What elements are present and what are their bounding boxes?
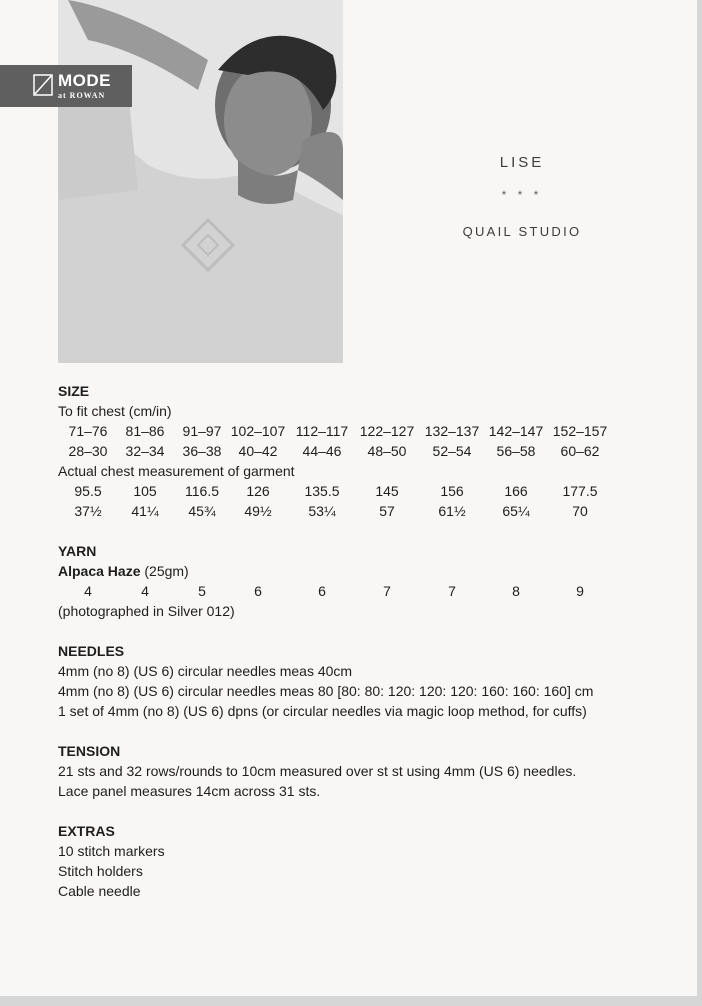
model-photo-illustration: [58, 0, 343, 363]
yarn-weight: (25gm): [140, 563, 189, 579]
size-cell: 56–58: [496, 443, 536, 459]
size-cell: 36–38: [182, 443, 222, 459]
pattern-details: [58, 381, 678, 901]
size-cell: 49½: [244, 503, 272, 519]
yarn-quantity-row: [58, 581, 678, 601]
size-cell: 48–50: [367, 443, 407, 459]
size-cell: 102–107: [230, 423, 286, 439]
yarn-note: (photographed in Silver 012): [58, 603, 235, 619]
size-cell: 116.5: [185, 483, 219, 499]
designer-name: QUAIL STUDIO: [462, 224, 582, 239]
logo-subtext: at ROWAN: [58, 91, 106, 100]
tension-line: 21 sts and 32 rows/rounds to 10cm measured over st st using 4mm (US 6) needles.: [58, 763, 577, 779]
yarn-quantity-cell: 6: [254, 583, 262, 599]
yarn-quantity-cell: 5: [198, 583, 206, 599]
size-cell: 145: [375, 483, 399, 499]
yarn-quantity-cell: 4: [84, 583, 92, 599]
size-cell: 135.5: [304, 483, 340, 499]
yarn-quantity-cell: 6: [318, 583, 326, 599]
actual-in-row: [58, 501, 678, 521]
size-cell: 61½: [438, 503, 466, 519]
tension-heading: TENSION: [58, 743, 121, 759]
yarn-quantity-cell: 7: [448, 583, 456, 599]
size-cell: 112–117: [295, 423, 349, 439]
size-cell: 156: [440, 483, 464, 499]
yarn-name-line: [58, 561, 678, 581]
needles-heading: NEEDLES: [58, 643, 125, 659]
extras-line: 10 stitch markers: [58, 843, 165, 859]
size-cell: 152–157: [552, 423, 608, 439]
extras-line: Cable needle: [58, 883, 141, 899]
size-cell: 71–76: [68, 423, 108, 439]
size-cell: 132–137: [424, 423, 480, 439]
tension-line: Lace panel measures 14cm across 31 sts.: [58, 783, 321, 799]
size-cell: 65¼: [502, 503, 530, 519]
to-fit-in-row: [58, 441, 678, 461]
size-cell: 57: [379, 503, 395, 519]
size-cell: 53¼: [308, 503, 336, 519]
yarn-heading: YARN: [58, 543, 97, 559]
yarn-quantity-cell: 7: [383, 583, 391, 599]
size-cell: 28–30: [68, 443, 108, 459]
size-cell: 166: [504, 483, 528, 499]
size-cell: 70: [572, 503, 588, 519]
pattern-title: LISE: [499, 154, 545, 171]
yarn-quantity-cell: 8: [512, 583, 520, 599]
size-cell: 37½: [74, 503, 102, 519]
size-cell: 32–34: [125, 443, 165, 459]
needles-line: 4mm (no 8) (US 6) circular needles meas 80 [80: 80: 120: 120: 120: 160: 160: 160] cm: [58, 683, 594, 699]
logo-text: MODE: [58, 71, 111, 90]
size-cell: 41¼: [131, 503, 159, 519]
size-cell: 105: [133, 483, 157, 499]
size-cell: 91–97: [182, 423, 222, 439]
size-cell: 177.5: [562, 483, 598, 499]
needles-line: 1 set of 4mm (no 8) (US 6) dpns (or circular needles via magic loop method, for cuffs): [58, 703, 587, 719]
size-cell: 95.5: [74, 483, 102, 499]
yarn-quantity-cell: 4: [141, 583, 149, 599]
model-photo: [58, 0, 343, 363]
size-cell: 45¾: [188, 503, 216, 519]
extras-line: Stitch holders: [58, 863, 143, 879]
size-cell: 60–62: [560, 443, 600, 459]
needles-line: 4mm (no 8) (US 6) circular needles meas 40cm: [58, 663, 353, 679]
title-ornament: * * *: [501, 188, 543, 202]
size-cell: 126: [246, 483, 270, 499]
logo-mark-icon: [33, 74, 53, 96]
size-heading: SIZE: [58, 383, 90, 399]
size-cell: 81–86: [125, 423, 165, 439]
size-cell: 44–46: [302, 443, 342, 459]
brand-logo: [0, 65, 132, 107]
extras-heading: EXTRAS: [58, 823, 115, 839]
actual-measurement-label: Actual chest measurement of garment: [58, 463, 295, 479]
size-cell: 40–42: [238, 443, 278, 459]
size-cell: 52–54: [432, 443, 472, 459]
actual-cm-row: [58, 481, 678, 501]
to-fit-label: To fit chest (cm/in): [58, 403, 172, 419]
to-fit-cm-row: [58, 421, 678, 441]
size-cell: 122–127: [359, 423, 415, 439]
yarn-quantity-cell: 9: [576, 583, 584, 599]
size-cell: 142–147: [488, 423, 544, 439]
yarn-name: Alpaca Haze: [58, 563, 141, 579]
